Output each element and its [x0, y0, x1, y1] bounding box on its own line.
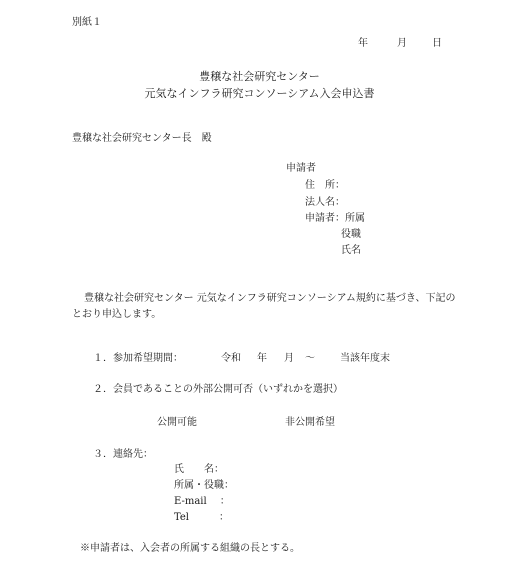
footnote: ※申請者は、入会者の所属する組織の長とする。 — [80, 543, 300, 554]
attachment-label: 別紙１ — [72, 17, 102, 28]
applicant-affiliation: 申請者：所属 — [305, 213, 365, 224]
applicant-address: 住 所： — [305, 180, 345, 191]
applicant-corp-name: 法人名： — [305, 197, 345, 208]
item3-label: ３．連絡先： — [93, 449, 153, 460]
item1-year: 年 — [257, 353, 267, 364]
item1-month: 月 — [284, 353, 294, 364]
contact-affiliation-field-label: 所属・役職： — [174, 480, 234, 491]
date-month-label: 月 — [397, 38, 407, 49]
contact-email-field-label: E-mail ： — [174, 496, 230, 507]
date-year-label: 年 — [358, 38, 368, 49]
option-private: 非公開希望 — [285, 417, 335, 428]
item1-label: １．参加希望期間： — [93, 353, 183, 364]
item1-era: 令和 — [221, 353, 241, 364]
addressee: 豊穣な社会研究センター長 殿 — [72, 133, 212, 144]
contact-name-field-label: 氏 名： — [174, 464, 224, 475]
applicant-heading: 申請者 — [286, 163, 316, 174]
body-text-line-1: 豊穣な社会研究センター 元気なインフラ研究コンソーシアム規約に基づき、下記の — [84, 293, 456, 304]
contact-tel-field-label: Tel ： — [174, 512, 230, 523]
item1-tilde: ～ — [305, 353, 315, 364]
item2-label: ２．会員であることの外部公開可否（いずれかを選択） — [93, 384, 343, 395]
date-day-label: 日 — [432, 38, 442, 49]
title-line-2: 元気なインフラ研究コンソーシアム入会申込書 — [144, 87, 375, 100]
item1-end: 当該年度末 — [340, 353, 390, 364]
title-line-1: 豊穣な社会研究センター — [199, 70, 320, 83]
option-public: 公開可能 — [157, 417, 197, 428]
body-text-line-2: とおり申込します。 — [72, 309, 162, 320]
applicant-position: 役職 — [341, 229, 361, 240]
applicant-name: 氏名 — [341, 245, 361, 256]
